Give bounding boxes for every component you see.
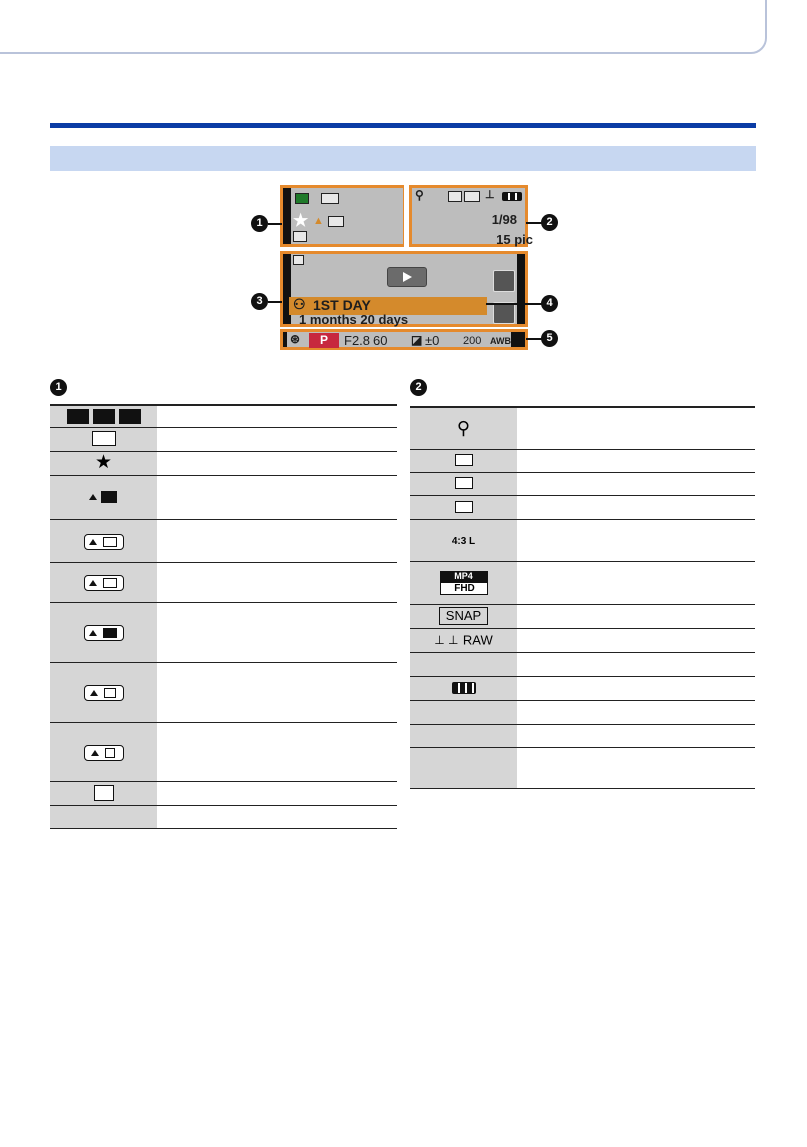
callout-2: 2 xyxy=(541,214,558,231)
callout-5: 5 xyxy=(541,330,558,347)
lcd-zone-2 xyxy=(409,185,533,247)
snap-movie-icon: SNAP xyxy=(410,604,517,628)
protect-key-icon xyxy=(50,427,157,451)
interval-group-icon xyxy=(50,662,157,722)
page-corner-frame xyxy=(0,0,767,54)
search-key-icon: ⚲ xyxy=(410,407,517,449)
delete-button[interactable] xyxy=(493,302,515,324)
table-row xyxy=(410,449,755,472)
table-row xyxy=(410,472,755,495)
section-rule xyxy=(50,123,756,128)
multi-playback-button[interactable] xyxy=(493,270,515,292)
aperture-value: F2.8 xyxy=(344,333,371,348)
recording-format-icon: MP4 FHD xyxy=(410,561,517,604)
table-row xyxy=(410,495,755,519)
table-row xyxy=(50,475,397,519)
flash-icon: ⊛ xyxy=(290,332,301,346)
table-row xyxy=(410,724,755,747)
stop-motion-group-icon xyxy=(50,722,157,781)
lcd-zone-5 xyxy=(280,329,528,350)
table-row xyxy=(50,602,397,662)
callout-4: 4 xyxy=(541,295,558,312)
group-triangle-icon: ▲ xyxy=(313,215,324,227)
section-heading-band xyxy=(50,146,756,171)
iso-value: 200 xyxy=(463,335,482,347)
quality-icon: ⊥ ⊥ RAW xyxy=(410,628,517,652)
table-row xyxy=(50,451,397,475)
play-button[interactable] xyxy=(387,267,427,287)
edited-checkmark-icon xyxy=(50,781,157,805)
playback-mode-icon xyxy=(295,193,309,204)
quality-icon: ⊥ xyxy=(485,189,495,201)
battery-icon xyxy=(502,192,522,201)
video-group-icon xyxy=(50,475,157,519)
table-1-heading xyxy=(50,379,67,396)
battery-icon xyxy=(410,676,517,700)
4k-photo-group-icon xyxy=(50,562,157,602)
table-row xyxy=(410,561,755,604)
post-focus-group-icon xyxy=(50,602,157,662)
edited-icon xyxy=(293,231,307,242)
table-row xyxy=(50,519,397,562)
table-row xyxy=(50,805,397,828)
lcd-zone-1 xyxy=(280,185,406,247)
travel-day-label: 1ST DAY xyxy=(313,297,371,313)
playback-photo-video-icons xyxy=(50,405,157,427)
video-icon xyxy=(328,216,344,227)
elapsed-label: 1 months 20 days xyxy=(299,312,409,327)
picture-count: 15 pic xyxy=(496,232,533,247)
table-row xyxy=(410,676,755,700)
rating-star-icon: ★ xyxy=(293,211,309,230)
table-2-heading xyxy=(410,379,427,396)
table-row xyxy=(410,747,755,788)
table-row xyxy=(50,722,397,781)
table-2 xyxy=(410,406,755,789)
lcd-zone-3 xyxy=(280,251,528,327)
focus-stacking-icon xyxy=(410,495,517,519)
table-row xyxy=(410,519,755,561)
burst-group-icon xyxy=(50,519,157,562)
table-2-number: 2 xyxy=(410,379,427,396)
callout-1: 1 xyxy=(251,215,268,232)
table-row xyxy=(50,427,397,451)
aspect-ratio-size-icon: 4:3 L xyxy=(410,519,517,561)
mode-label: P xyxy=(309,333,339,348)
table-row xyxy=(50,405,397,427)
table-row xyxy=(410,628,755,652)
table-row xyxy=(410,604,755,628)
table-row xyxy=(50,562,397,602)
post-focus-icon xyxy=(410,472,517,495)
callout-3: 3 xyxy=(251,293,268,310)
table-1-number: 1 xyxy=(50,379,67,396)
table-row xyxy=(410,700,755,724)
search-key-icon: ⚲ xyxy=(415,188,424,202)
rating-star-icon: ★ xyxy=(50,451,157,475)
protect-icon xyxy=(321,193,339,204)
table-row xyxy=(50,662,397,722)
wb-value: AWB xyxy=(490,336,511,346)
table-row xyxy=(410,407,755,449)
4k-burst-icon xyxy=(448,191,462,202)
shutter-value: 60 xyxy=(373,333,388,348)
edited-mark-icon xyxy=(293,255,304,265)
table-row xyxy=(410,652,755,676)
picture-counter: 1/98 xyxy=(491,212,517,227)
exposure-icon: ◪ xyxy=(411,333,423,347)
4k-burst-icon xyxy=(410,449,517,472)
table-1 xyxy=(50,404,397,829)
exposure-value: ±0 xyxy=(425,333,440,348)
travel-icon: ⚇ xyxy=(293,296,306,312)
table-row xyxy=(50,781,397,805)
aspect-ratio-icon xyxy=(464,191,480,202)
